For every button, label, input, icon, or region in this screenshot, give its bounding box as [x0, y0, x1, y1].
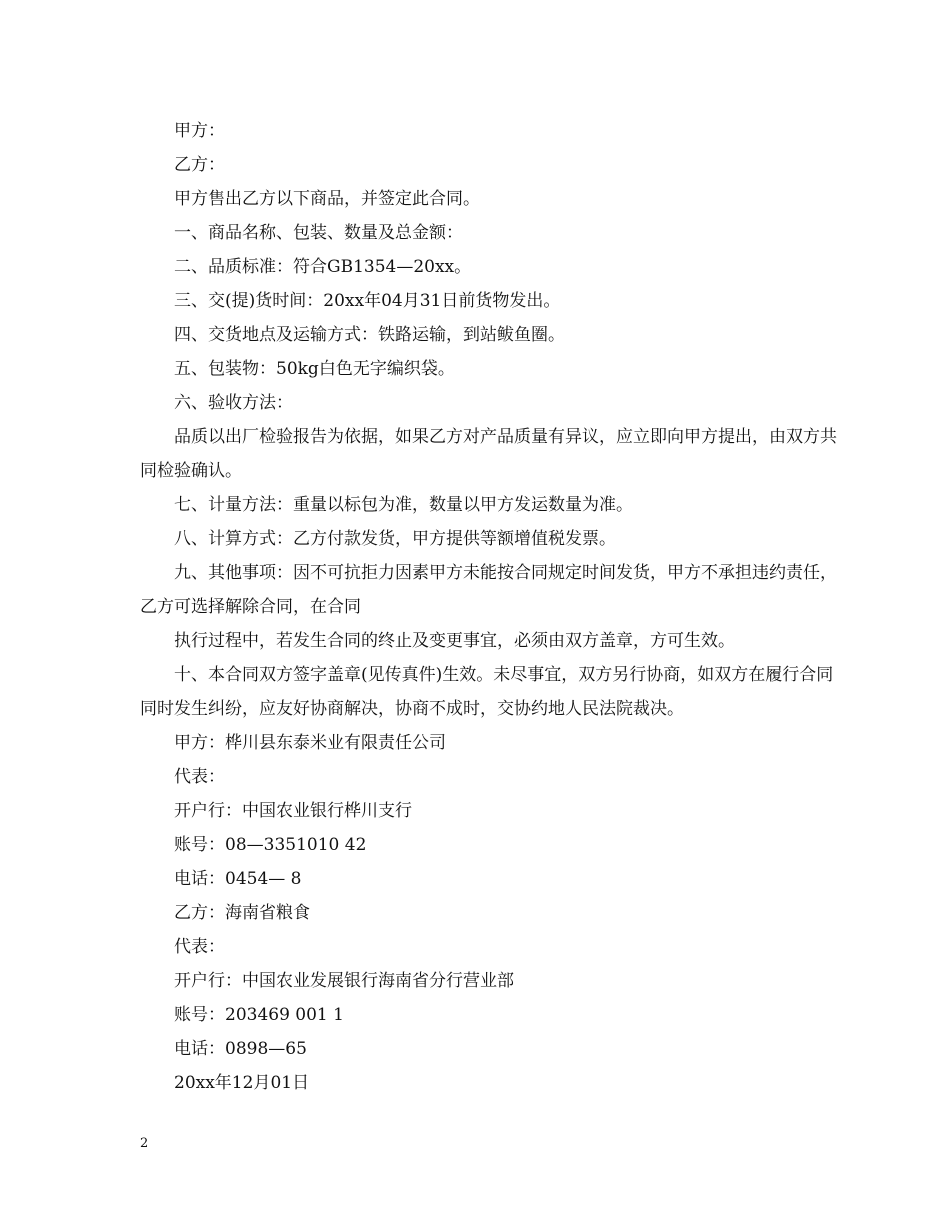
party-a-bank: 开户行：中国农业银行桦川支行	[174, 801, 412, 821]
clause-3: 三、交(提)货时间：20xx年04月31日前货物发出。	[174, 291, 561, 311]
clause-9-continued: 执行过程中，若发生合同的终止及变更事宜，必须由双方盖章，方可生效。	[174, 631, 735, 651]
contract-intro: 甲方售出乙方以下商品，并签定此合同。	[174, 189, 480, 209]
page-number: 2	[140, 1136, 149, 1151]
clause-6-detail: 品质以出厂检验报告为依据，如果乙方对产品质量有异议，应立即向甲方提出，由双方共同检验确认。	[140, 427, 837, 481]
party-b-label: 乙方：	[174, 155, 225, 175]
party-a-representative: 代表：	[174, 767, 225, 787]
party-a-account: 账号：08—3351010 42	[174, 835, 367, 855]
party-b-bank: 开户行：中国农业发展银行海南省分行营业部	[174, 971, 514, 991]
clause-5: 五、包装物：50kg白色无字编织袋。	[174, 359, 455, 379]
party-a-phone: 电话：0454— 8	[174, 869, 302, 889]
party-b-phone: 电话：0898—65	[174, 1039, 307, 1059]
party-b-representative: 代表：	[174, 937, 225, 957]
party-a-label: 甲方：	[174, 121, 225, 141]
contract-date: 20xx年12月01日	[174, 1073, 310, 1093]
clause-10: 十、本合同双方签字盖章(见传真件)生效。未尽事宜，双方另行协商，如双方在履行合同同时发生纠纷，应友好协商解决，协商不成时，交协约地人民法院裁决。	[140, 665, 834, 719]
party-b-name: 乙方：海南省粮食	[174, 903, 310, 923]
party-b-account: 账号：203469 001 1	[174, 1005, 344, 1025]
clause-4: 四、交货地点及运输方式：铁路运输，到站鲅鱼圈。	[174, 325, 565, 345]
clause-9: 九、其他事项：因不可抗拒力因素甲方未能按合同规定时间发货，甲方不承担违约责任，乙方可选择解除合同，在合同	[140, 563, 837, 617]
party-a-name: 甲方：桦川县东泰米业有限责任公司	[174, 733, 446, 753]
clause-6: 六、验收方法：	[174, 393, 293, 413]
clause-8: 八、计算方式：乙方付款发货，甲方提供等额增值税发票。	[174, 529, 616, 549]
contract-body	[140, 114, 840, 1100]
clause-2: 二、品质标准：符合GB1354—20xx。	[174, 257, 472, 277]
clause-7: 七、计量方法：重量以标包为准，数量以甲方发运数量为准。	[174, 495, 633, 515]
clause-1: 一、商品名称、包装、数量及总金额：	[174, 223, 463, 243]
